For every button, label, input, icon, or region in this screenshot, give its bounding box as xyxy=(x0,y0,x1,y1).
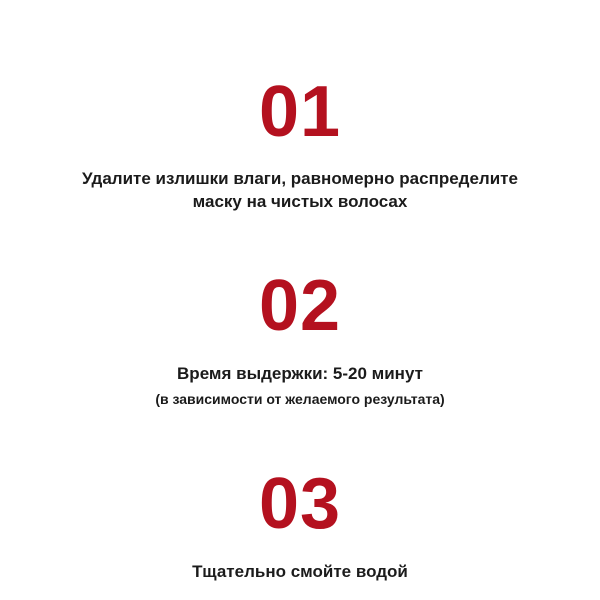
step-description: Удалите излишки влаги, равномерно распределите маску на чистых волосах xyxy=(82,169,518,212)
step-description: Время выдержки: 5-20 минут xyxy=(177,363,423,383)
step-item xyxy=(0,266,600,408)
step-number: 01 xyxy=(258,72,342,152)
step-number: 03 xyxy=(258,464,342,545)
step-description: Тщательно смойте водой xyxy=(192,561,408,581)
step-number: 02 xyxy=(258,266,342,347)
step-item xyxy=(0,72,600,214)
step-item xyxy=(0,464,600,583)
step-subdescription: (в зависимости от желаемого результата) xyxy=(155,390,445,407)
